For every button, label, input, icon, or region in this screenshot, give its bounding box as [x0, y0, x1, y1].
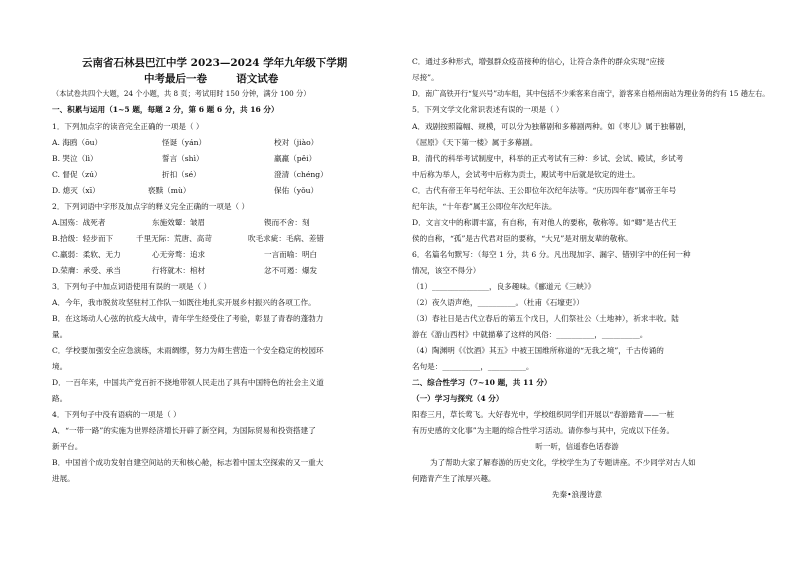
q2-option-row — [52, 251, 382, 261]
exam-title-line1: 云南省石林县巴江中学 2023—2024 学年九年级下学期 — [82, 57, 348, 69]
q3-option-b: B．在这场动人心弦的抗疫大战中，青年学生经受住了考验，彰显了青春的蓬勃力 — [52, 314, 324, 323]
q6-blank-2: （2）夜久语声绝，__________。（杜甫《石壕吏》） — [412, 298, 584, 307]
exam-title-line2: 中考最后一卷 语文试卷 — [144, 73, 279, 85]
q2-option-a-2: 东施效颦：皱眉 — [152, 218, 206, 227]
question-5: 5．下列文学文化常识表述有误的一项是（ ） — [412, 105, 564, 114]
q2-option-row — [52, 235, 382, 245]
section-2-heading: 二、综合性学习（7~10 题，共 11 分） — [412, 378, 552, 387]
question-6: 6．名篇名句默写：（每空 1 分，共 6 分。凡出现加字、漏字、错别字中的任何一种 — [412, 250, 691, 259]
q6-blank-4: （4）陶渊明《《饮酒》其五》中被王国维所称道的“无我之境”，千古传诵的 — [412, 346, 664, 355]
q1-option-row — [52, 171, 382, 181]
q6-blank-3: （3）春社日是古代立春后的第五个戊日，人们祭社公（土地神），祈求丰收。陆 — [412, 314, 679, 323]
q1-option-a-2: 怪诞（yán） — [162, 138, 207, 147]
q2-option-a-1: A.国殇：战死者 — [52, 218, 106, 227]
section-2-intro: 阳春三月，草长莺飞。大好春光中，学校组织同学们开展以“春游踏青——一桩 — [412, 410, 675, 419]
q2-option-d-2: 行将就木：棺材 — [152, 266, 206, 275]
question-1: 1．下列加点字的读音完全正确的一项是（ ） — [52, 122, 204, 131]
q5-option-d-cont: 侯的自称，“孤”是古代君对臣的要称，“大兄”是对朋友辈的敬称。 — [412, 234, 633, 243]
q2-option-c-3: 一言而喻：明白 — [264, 250, 318, 259]
q1-option-d-2: 亵黩（mù） — [148, 186, 191, 195]
section-2-intro-cont: 有历史感的文化事”为主题的综合性学习活动。请你参与其中，完成以下任务。 — [412, 426, 675, 435]
q6-blank-1: （1）_______________，良多趣味。《郦道元《三峡》》 — [412, 282, 596, 291]
q4-option-d: D．南广高铁开行“复兴号”动车组，其中包括不少乘客来自南宁，游客来自梧州南站为理业务的约有 15 趟左右。 — [412, 89, 770, 98]
q2-option-d-1: D.荣膺：承受、承当 — [52, 266, 121, 275]
activity-paragraph-cont: 何踏青产生了浓厚兴趣。 — [412, 474, 496, 483]
q1-option-b-1: B. 哭泣（lì） — [52, 154, 98, 163]
section-2-subheading: （一）学习与探究（4 分） — [412, 394, 504, 403]
question-4: 4．下列句子中没有语病的一项是（ ） — [52, 410, 181, 419]
q1-option-a-1: A. 海鸥（ōu） — [52, 138, 103, 147]
q3-option-b-cont: 量。 — [52, 330, 68, 339]
q2-option-d-3: 忿不可遏：爆发 — [264, 266, 318, 275]
q3-option-d: D．一百年来，中国共产党百折不挠地带领人民走出了具有中国特色的社会主义道 — [52, 378, 324, 387]
question-2: 2．下列词语中字形及加点字的释义完全正确的一项是（ ） — [52, 202, 250, 211]
q1-option-c-1: C. 督促（zú） — [52, 170, 102, 179]
q2-option-b-2: 千里无际：荒唐、高苛 — [136, 234, 212, 243]
q1-option-d-1: D. 熄灭（xī） — [52, 186, 100, 195]
q6-blank-3-cont: 游在《游山西村》中就描摹了这样的风俗：__________，__________。 — [412, 330, 648, 339]
q1-option-row — [52, 155, 382, 165]
q5-option-c: C．古代有帝王年号纪年法、王公即位年次纪年法等。“庆历四年春”属帝王年号 — [412, 186, 677, 195]
q4-option-b-cont: 进展。 — [52, 474, 75, 483]
q5-option-d: D．文言文中的称谓丰富，有自称，有对他人的要称，敬称等。如“卿”是古代王 — [412, 218, 677, 227]
q2-option-a-3: 锲而不舍：刻 — [264, 218, 310, 227]
activity-title: 听一听，信遥春色话春游 — [535, 442, 619, 451]
q5-option-a-cont: 《屈原》《天下第一楼》属于多幕剧。 — [412, 138, 538, 147]
q2-option-row — [52, 219, 382, 229]
q3-option-c: C．学校要加强安全应急演练，未雨绸缪，努力为师生营造一个安全稳定的校园环 — [52, 346, 324, 355]
q5-option-a: A．戏剧按照篇幅、规模，可以分为独幕剧和多幕剧两种。如《枣儿》属于独幕剧， — [412, 122, 691, 131]
q3-option-d-cont: 路。 — [52, 394, 68, 403]
activity-paragraph: 为了帮助大家了解春游的历史文化，学校学生为了专题讲座。不少同学对古人如 — [430, 458, 696, 467]
q2-option-b-3: 吹毛求疵：毛病、差错 — [248, 234, 324, 243]
q1-option-c-2: 折扣（sé） — [162, 170, 201, 179]
q4-option-a-cont: 新平台。 — [52, 442, 83, 451]
question-3: 3．下列句子中加点词语使用有误的一项是（ ） — [52, 282, 212, 291]
q1-option-row — [52, 187, 382, 197]
q4-option-a: A．“一带一路”的实施为世界经济增长开辟了新空间，为国际贸易和投资搭建了 — [52, 426, 316, 435]
question-6-cont: 情况，该空不得分） — [412, 266, 481, 275]
q1-option-row — [52, 139, 382, 149]
exam-note: （本试卷共四个大题，24 个小题，共 8 页；考试用时 150 分钟，满分 100 分） — [52, 89, 311, 98]
q4-option-c-cont: 尽接”。 — [412, 73, 439, 82]
subsection-heading: 先秦•浪漫诗意 — [551, 490, 603, 499]
q5-option-c-cont: 纪年法，“十年春”属王公即位年次纪年法。 — [412, 202, 557, 211]
q3-option-c-cont: 境。 — [52, 362, 68, 371]
q3-option-a: A．今年，我市脱贫攻坚驻村工作队一如既往地扎实开展乡村振兴的各项工作。 — [52, 298, 316, 307]
q4-option-b: B．中国首个成功发射自建空间站的天和核心舱，标志着中国太空探索的又一重大 — [52, 458, 324, 467]
q1-option-c-3: 澄清（chéng） — [274, 170, 328, 179]
q2-option-c-2: 心无旁骛：追求 — [152, 250, 206, 259]
q1-option-b-2: 誓言（shì） — [162, 154, 204, 163]
q2-option-row — [52, 267, 382, 277]
q5-option-b-cont: 中后称为举人，会试考中后称为贡士，殿试考中后就是钦定的进士。 — [412, 170, 640, 179]
q2-option-b-1: B.拾级：轻步而下 — [52, 234, 114, 243]
q1-option-b-3: 羸羸（pěi） — [274, 154, 317, 163]
q6-blank-4-cont: 名句是：__________，__________。 — [412, 362, 534, 371]
section-1-heading: 一、积累与运用（1~5 题，每题 2 分，第 6 题 6 分，共 16 分） — [52, 105, 279, 114]
q5-option-b: B．清代的科举考试制度中，科举的正式考试有三种：乡试、会试、殿试，乡试考 — [412, 154, 684, 163]
q4-option-c: C．通过多种形式，增强群众疫苗接种的信心，让符合条件的群众实现“应接 — [412, 57, 665, 66]
q2-option-c-1: C.羸弱：柔软、无力 — [52, 250, 121, 259]
q1-option-d-3: 保佑（yǒu） — [274, 186, 319, 195]
q1-option-a-3: 校对（jiào） — [274, 138, 319, 147]
